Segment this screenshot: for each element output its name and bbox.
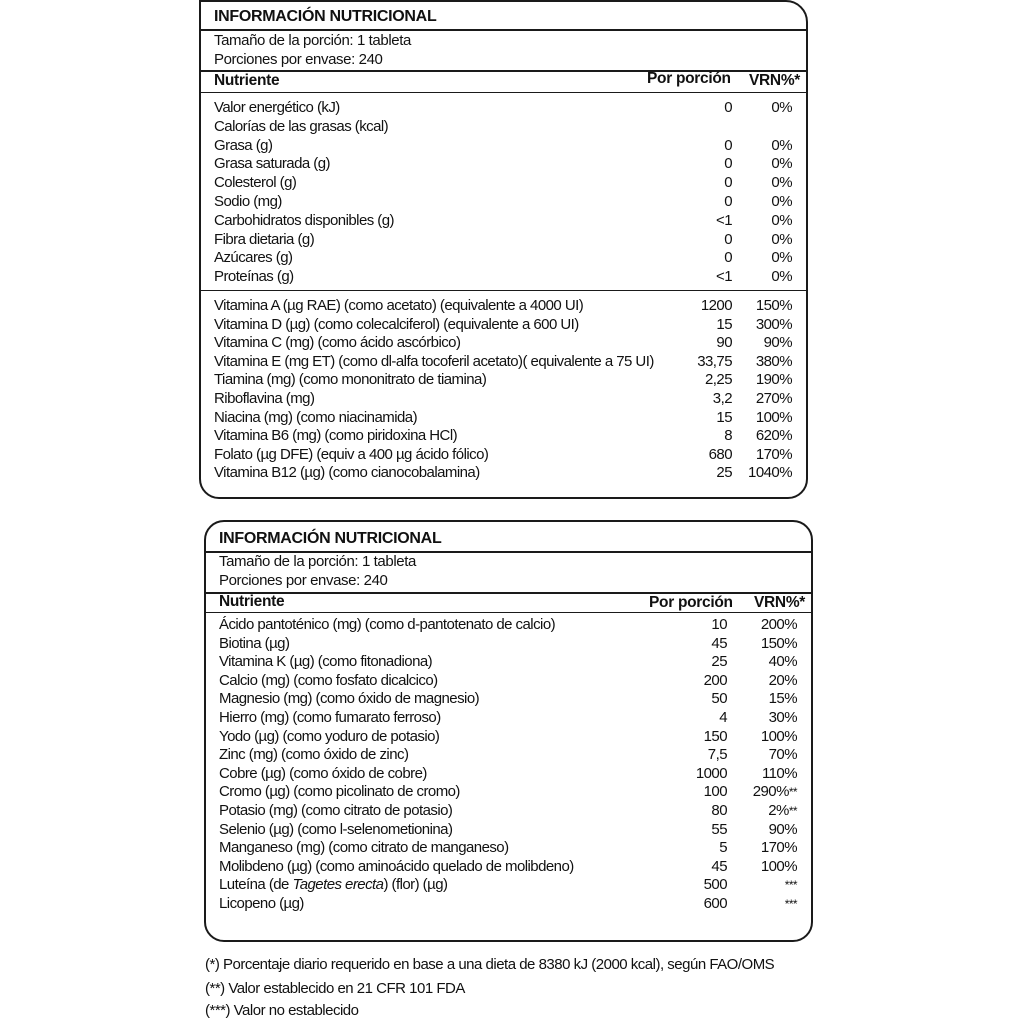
nutrition-panel-2 [204,520,813,942]
nutrient-amount: 0 [724,193,732,210]
nutrient-amount: 55 [711,820,727,838]
nutrient-vrn-percent [717,728,797,745]
vrn-value: 0% [771,99,792,116]
nutrient-row [214,464,792,483]
col-nutrient: Nutriente [219,593,285,610]
footnote-2: (**) Valor establecido en 21 CFR 101 FDA [205,980,465,997]
vrn-value: 0% [771,268,792,286]
nutrient-amount: 10 [711,616,727,633]
nutrient-name: Potasio (mg) (como citrato de potasio) [219,802,453,819]
nutrient-name: Grasa saturada (g) [214,155,330,173]
nutrient-row [219,616,797,635]
nutrient-name: Manganeso (mg) (como citrato de manganeso) [219,839,509,857]
vrn-value: 170% [755,445,792,463]
nutrient-amount: 90 [716,334,732,352]
nutrient-vrn-percent [717,783,797,800]
nutrient-amount: 0 [724,99,732,116]
nutrient-vrn-percent [717,690,797,707]
nutrient-name: Licopeno (µg) [219,895,304,912]
nutrient-vrn-percent [717,821,797,838]
nutrient-name: Carbohidratos disponibles (g) [214,211,394,229]
vrn-footnote-mark: ** [788,804,797,818]
nutrient-vrn-percent [712,231,792,248]
vrn-value: 15% [768,690,797,708]
vrn-value: 2% [768,802,789,819]
nutrient-name: Tiamina (mg) (como mononitrato de tiamina) [214,371,487,389]
vrn-value: 0% [771,155,792,173]
nutrient-name: Vitamina D (µg) (como colecalciferol) (equivalente a 600 UI) [214,315,579,333]
nutrient-name: Valor energético (kJ) [214,99,340,116]
nutrient-vrn-percent [712,297,792,314]
nutrient-vrn-percent [712,390,792,407]
nutrient-vrn-percent [712,137,792,154]
nutrient-amount: 0 [724,230,732,248]
nutrient-name: Vitamina E (mg ET) (como dl-alfa tocoferil acetato)( equivalente a 75 UI) [214,352,654,370]
nutrient-vrn-percent [712,427,792,444]
nutrient-vrn-percent [712,334,792,351]
vrn-value: 110% [761,764,797,782]
nutrient-name: Selenio (µg) (como l-selenometionina) [219,820,453,838]
servings-per-container: Porciones por envase: 240 [214,51,383,68]
nutrient-vrn-percent [712,193,792,210]
nutrient-vrn-percent [717,709,797,726]
nutrition-panel-1 [199,0,808,499]
vrn-value: 380% [755,352,792,370]
nutrient-name: Niacina (mg) (como niacinamida) [214,408,418,426]
vrn-value: 0% [771,249,792,267]
vrn-value: 100% [760,727,797,745]
nutrient-vrn-percent [712,316,792,333]
nutrient-amount: 150 [703,727,727,745]
vrn-value: 620% [755,427,792,445]
nutrient-amount: 0 [724,155,732,173]
nutrient-row [219,672,797,691]
nutrient-amount: 0 [724,136,732,154]
nutrient-name: Folato (µg DFE) (equiv a 400 µg ácido fólico) [214,445,489,463]
vrn-value: 270% [755,390,792,407]
nutrient-row [214,155,792,174]
nutrient-amount: 4 [719,709,727,726]
nutrient-row [214,137,792,156]
nutrient-vrn-percent [717,616,797,633]
nutrient-row [214,316,792,335]
vrn-value: 0% [771,136,792,154]
nutrient-amount: 600 [703,895,727,912]
nutrient-row [219,802,797,821]
nutrient-row [219,709,797,728]
nutrient-name: Zinc (mg) (como óxido de zinc) [219,746,409,764]
vrn-value: 190% [755,371,792,389]
nutrient-row [214,427,792,446]
nutrient-vrn-percent [712,249,792,266]
vrn-value: 30% [768,709,797,726]
nutrient-name: Vitamina K (µg) (como fitonadiona) [219,653,433,671]
nutrient-amount: 25 [716,464,732,482]
panel-title: INFORMACIÓN NUTRICIONAL [214,8,437,25]
nutrient-row [214,193,792,212]
nutrient-row [214,334,792,353]
nutrient-row [214,99,792,118]
nutrient-vrn-percent [712,409,792,426]
nutrient-amount: 8 [724,427,732,445]
nutrient-vrn-percent [712,371,792,388]
nutrient-name: Vitamina B12 (µg) (como cianocobalamina) [214,464,480,482]
nutrient-row [219,858,797,877]
nutrient-name: Magnesio (mg) (como óxido de magnesio) [219,690,480,708]
nutrient-row [214,409,792,428]
footnote-3: (***) Valor no establecido [205,1002,359,1019]
col-amount: Por porción [647,70,731,87]
nutrient-row [219,783,797,802]
footnote-1: (*) Porcentaje diario requerido en base a una dieta de 8380 kJ (2000 kcal), según FAO/OMS [205,956,775,973]
nutrient-vrn-percent [717,635,797,652]
serving-size: Tamaño de la porción: 1 tableta [219,553,416,570]
nutrient-name: Cobre (µg) (como óxido de cobre) [219,764,427,782]
vrn-footnote-mark: *** [784,897,797,911]
nutrient-amount: 200 [703,671,727,689]
nutrient-amount: 50 [711,690,727,708]
nutrient-vrn-percent [712,353,792,370]
divider [201,29,806,31]
nutrient-amount: 2,25 [705,371,732,389]
nutrient-name: Sodio (mg) [214,193,282,210]
nutrient-row [219,728,797,747]
vrn-value: 90% [763,334,792,352]
nutrient-amount: <1 [715,211,732,229]
nutrient-row [214,268,792,287]
nutrient-amount: 15 [716,315,732,333]
nutrient-name: Vitamina C (mg) (como ácido ascórbico) [214,334,461,352]
vrn-value: 40% [768,653,797,671]
nutrient-row [219,635,797,654]
nutrient-amount: 500 [703,876,727,894]
nutrient-name: Ácido pantoténico (mg) (como d-pantotenato de calcio) [219,616,556,633]
vrn-value: 0% [771,230,792,248]
col-nutrient: Nutriente [214,72,280,89]
nutrient-row [219,653,797,672]
nutrient-amount: 15 [716,408,732,426]
nutrient-name: Hierro (mg) (como fumarato ferroso) [219,709,441,726]
vrn-value: 100% [760,857,797,875]
nutrient-row [219,746,797,765]
nutrient-name: Colesterol (g) [214,174,297,192]
nutrient-amount: 7,5 [707,746,727,764]
nutrient-vrn-percent [712,155,792,172]
nutrient-vrn-percent [717,895,797,912]
vrn-value: 0% [771,174,792,192]
nutrient-row [219,690,797,709]
nutrient-vrn-percent [712,174,792,191]
nutrient-row [214,390,792,409]
vrn-value: 0% [771,211,792,229]
nutrient-name: Yodo (µg) (como yoduro de potasio) [219,727,440,745]
nutrient-row [219,839,797,858]
divider [201,92,806,93]
nutrient-name: Cromo (µg) (como picolinato de cromo) [219,783,460,801]
servings-per-container: Porciones por envase: 240 [219,572,388,589]
nutrient-name: Molibdeno (µg) (como aminoácido quelado de molibdeno) [219,857,574,875]
nutrient-name: Calorías de las grasas (kcal) [214,117,389,135]
nutrient-name: Fibra dietaria (g) [214,230,315,248]
vrn-value: 20% [768,671,797,689]
nutrient-row [214,353,792,372]
vrn-value: 0% [771,193,792,210]
nutrient-row [214,118,792,137]
nutrient-vrn-percent [712,464,792,481]
nutrient-amount: 0 [724,249,732,267]
vrn-value: 70% [768,746,797,764]
col-pct: VRN%* [754,594,806,611]
nutrient-amount: 25 [711,653,727,671]
nutrient-amount: 1000 [695,764,727,782]
nutrient-vrn-percent [712,446,792,463]
nutrient-vrn-percent [717,672,797,689]
nutrient-row [214,446,792,465]
divider [201,290,806,291]
nutrient-vrn-percent [717,802,797,819]
nutrient-name: Proteínas (g) [214,268,294,286]
vrn-value: 100% [755,408,792,426]
nutrient-amount: 33,75 [697,352,732,370]
nutrient-name: Calcio (mg) (como fosfato dicalcico) [219,671,438,689]
nutrient-vrn-percent [717,746,797,763]
nutrient-vrn-percent [717,653,797,670]
vrn-footnote-mark: ** [788,785,797,800]
nutrient-amount: 3,2 [712,390,732,407]
nutrient-vrn-percent [712,99,792,116]
divider [206,612,811,613]
nutrient-amount: 1200 [700,297,732,314]
vrn-value: 200% [760,616,797,633]
vrn-value: 1040% [748,464,792,482]
nutrient-row [214,174,792,193]
nutrient-row [219,895,797,914]
col-pct: VRN%* [749,72,801,89]
vrn-value: 150% [755,297,792,314]
vrn-value: 170% [760,839,797,857]
nutrient-amount: 45 [711,857,727,875]
panel-title: INFORMACIÓN NUTRICIONAL [219,530,442,547]
nutrient-row [214,231,792,250]
nutrient-name: Azúcares (g) [214,249,293,267]
nutrient-row [214,249,792,268]
nutrient-name: Vitamina B6 (mg) (como piridoxina HCl) [214,427,458,445]
vrn-value: 90% [768,820,797,838]
nutrient-vrn-percent [717,765,797,782]
vrn-value: 290% [752,783,789,801]
nutrient-row [214,297,792,316]
nutrient-amount: 5 [719,839,727,857]
nutrient-name: Luteína (de Tagetes erecta) (flor) (µg) [219,876,448,894]
nutrient-name: Grasa (g) [214,136,273,154]
nutrient-row [219,821,797,840]
nutrient-name: Biotina (µg) [219,634,290,652]
nutrient-vrn-percent [717,858,797,875]
nutrient-amount: 100 [703,783,727,801]
nutrient-vrn-percent [712,212,792,229]
nutrient-amount: <1 [715,268,732,286]
nutrient-amount: 680 [708,445,732,463]
nutrient-amount: 80 [711,802,727,819]
nutrient-amount: 45 [711,634,727,652]
vrn-footnote-mark: *** [784,878,797,893]
vrn-value: 150% [760,634,797,652]
nutrient-vrn-percent [712,268,792,285]
vrn-value: 300% [755,315,792,333]
col-amount: Por porción [649,594,733,611]
nutrient-row [214,212,792,231]
serving-size: Tamaño de la porción: 1 tableta [214,32,411,49]
nutrient-vrn-percent [717,876,797,893]
nutrient-row [219,765,797,784]
nutrient-row [214,371,792,390]
nutrient-vrn-percent [717,839,797,856]
nutrient-name: Vitamina A (µg RAE) (como acetato) (equivalente a 4000 UI) [214,297,584,314]
nutrient-name: Riboflavina (mg) [214,390,315,407]
nutrient-row [219,876,797,895]
nutrient-amount: 0 [724,174,732,192]
